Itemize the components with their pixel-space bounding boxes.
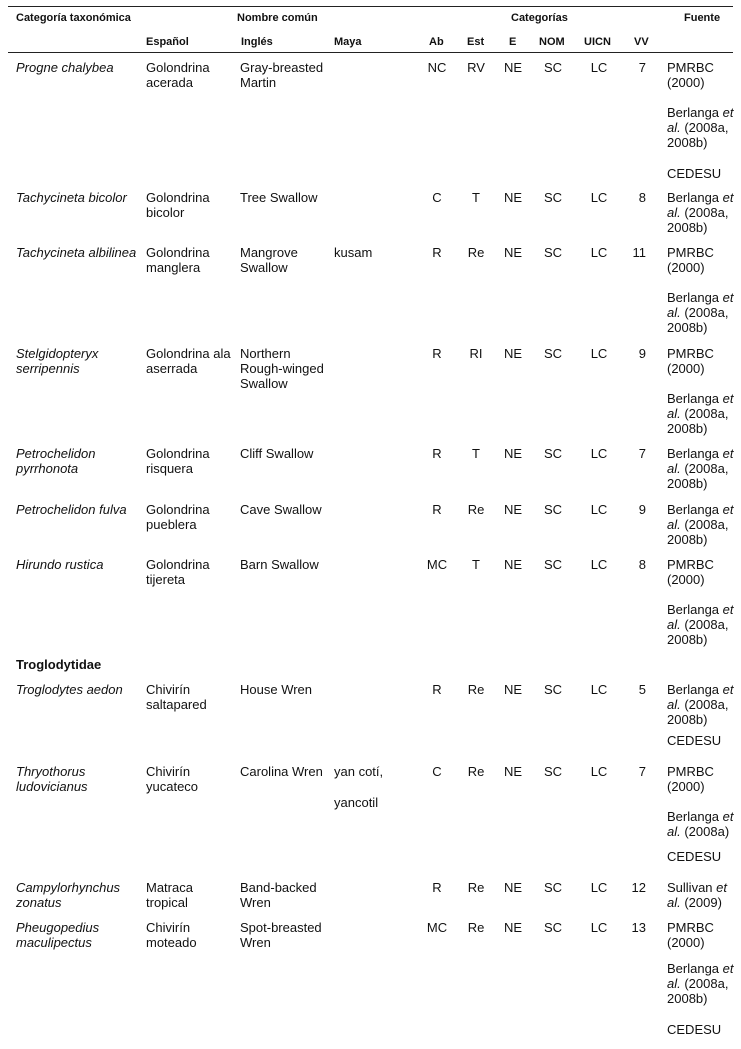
cell-vv: 7 xyxy=(638,764,646,779)
cell-nom: SC xyxy=(543,880,563,895)
header-categories: Categorías xyxy=(511,12,568,24)
cell-est: T xyxy=(472,446,480,461)
cell-es: Golondrina risquera xyxy=(146,446,210,476)
cell-maya: yan cotí, xyxy=(334,764,384,779)
header-espanol: Español xyxy=(146,36,189,48)
cell-source: Sullivan et al. (2009) xyxy=(667,880,727,910)
cell-es: Golondrina manglera xyxy=(146,245,210,275)
cell-source: Berlanga et al. (2008a, 2008b) xyxy=(667,682,734,727)
header-maya: Maya xyxy=(334,36,362,48)
cell-ab: R xyxy=(432,682,442,697)
cell-nom: SC xyxy=(543,60,563,75)
cell-source: PMRBC (2000) xyxy=(667,60,714,90)
cell-est: T xyxy=(472,190,480,205)
cell-e: NE xyxy=(503,245,523,260)
cell-en: Cave Swallow xyxy=(240,502,322,517)
cell-vv: 9 xyxy=(638,502,646,517)
cell-source: Berlanga et al. (2008a, 2008b) xyxy=(667,391,734,436)
cell-source: Berlanga et al. (2008a, 2008b) xyxy=(667,105,734,150)
cell-source: PMRBC (2000) xyxy=(667,346,714,376)
cell-vv: 11 xyxy=(632,245,646,260)
cell-vv: 9 xyxy=(638,346,646,361)
cell-source: Berlanga et al. (2008a, 2008b) xyxy=(667,190,734,235)
cell-nom: SC xyxy=(543,446,563,461)
cell-ab: MC xyxy=(426,557,448,572)
cell-taxon: Petrochelidon pyrrhonota xyxy=(16,446,96,476)
cell-source: Berlanga et al. (2008a, 2008b) xyxy=(667,502,734,547)
header-rule xyxy=(8,52,733,53)
cell-e: NE xyxy=(503,920,523,935)
cell-en: Cliff Swallow xyxy=(240,446,314,461)
cell-uicn: LC xyxy=(590,682,608,697)
cell-ab: R xyxy=(432,346,442,361)
cell-maya: kusam xyxy=(334,245,373,260)
header-source: Fuente xyxy=(684,12,721,24)
cell-source: CEDESU xyxy=(667,849,722,864)
cell-source: PMRBC (2000) xyxy=(667,245,714,275)
cell-est: Re xyxy=(467,764,485,779)
cell-es: Chivirín moteado xyxy=(146,920,197,950)
cell-est: RV xyxy=(467,60,485,75)
cell-es: Matraca tropical xyxy=(146,880,193,910)
cell-est: Re xyxy=(467,880,485,895)
cell-taxon: Tachycineta albilinea xyxy=(16,245,137,260)
cell-uicn: LC xyxy=(590,60,608,75)
cell-uicn: LC xyxy=(590,190,608,205)
cell-es: Chivirín saltapared xyxy=(146,682,207,712)
cell-es: Golondrina tijereta xyxy=(146,557,210,587)
cell-taxon: Tachycineta bicolor xyxy=(16,190,127,205)
header-uicn: UICN xyxy=(584,36,611,48)
cell-taxon: Campylorhynchus zonatus xyxy=(16,880,121,910)
cell-maya-alt: yancotil xyxy=(334,795,379,810)
cell-en: Northern Rough-winged Swallow xyxy=(240,346,324,391)
cell-nom: SC xyxy=(543,764,563,779)
cell-nom: SC xyxy=(543,190,563,205)
cell-source: CEDESU xyxy=(667,1022,722,1037)
cell-es: Golondrina pueblera xyxy=(146,502,210,532)
cell-ab: C xyxy=(432,764,442,779)
family-heading: Troglodytidae xyxy=(16,657,102,672)
cell-es: Golondrina acerada xyxy=(146,60,210,90)
cell-es: Chivirín yucateco xyxy=(146,764,199,794)
top-rule xyxy=(8,6,733,7)
cell-source: PMRBC (2000) xyxy=(667,920,714,950)
cell-nom: SC xyxy=(543,502,563,517)
cell-nom: SC xyxy=(543,245,563,260)
cell-uicn: LC xyxy=(590,920,608,935)
cell-uicn: LC xyxy=(590,557,608,572)
cell-en: Carolina Wren xyxy=(240,764,323,779)
cell-e: NE xyxy=(503,446,523,461)
cell-en: Barn Swallow xyxy=(240,557,319,572)
cell-en: Spot-breasted Wren xyxy=(240,920,322,950)
cell-source: Berlanga et al. (2008a) xyxy=(667,809,734,839)
cell-vv: 8 xyxy=(638,190,646,205)
cell-nom: SC xyxy=(543,920,563,935)
header-ab: Ab xyxy=(429,36,444,48)
cell-es: Golondrina bicolor xyxy=(146,190,210,220)
cell-source: CEDESU xyxy=(667,733,722,748)
cell-ab: R xyxy=(432,880,442,895)
cell-ab: C xyxy=(432,190,442,205)
cell-vv: 5 xyxy=(638,682,646,697)
cell-taxon: Petrochelidon fulva xyxy=(16,502,127,517)
header-taxon: Categoría taxonómica xyxy=(16,12,131,24)
cell-taxon: Pheugopedius maculipectus xyxy=(16,920,100,950)
header-ingles: Inglés xyxy=(241,36,273,48)
cell-ab: R xyxy=(432,245,442,260)
cell-vv: 7 xyxy=(638,60,646,75)
cell-est: Re xyxy=(467,682,485,697)
header-vv: VV xyxy=(634,36,649,48)
cell-e: NE xyxy=(503,502,523,517)
cell-est: Re xyxy=(467,502,485,517)
cell-source: Berlanga et al. (2008a, 2008b) xyxy=(667,602,734,647)
cell-en: Band-backed Wren xyxy=(240,880,317,910)
cell-taxon: Progne chalybea xyxy=(16,60,114,75)
cell-est: T xyxy=(472,557,480,572)
header-est: Est xyxy=(467,36,485,48)
cell-e: NE xyxy=(503,682,523,697)
cell-e: NE xyxy=(503,764,523,779)
cell-est: Re xyxy=(467,245,485,260)
cell-vv: 13 xyxy=(631,920,646,935)
cell-e: NE xyxy=(503,346,523,361)
cell-uicn: LC xyxy=(590,502,608,517)
cell-nom: SC xyxy=(543,682,563,697)
cell-en: Mangrove Swallow xyxy=(240,245,298,275)
cell-source: PMRBC (2000) xyxy=(667,557,714,587)
cell-taxon: Troglodytes aedon xyxy=(16,682,123,697)
cell-uicn: LC xyxy=(590,764,608,779)
cell-vv: 7 xyxy=(638,446,646,461)
cell-source: CEDESU xyxy=(667,166,722,181)
cell-nom: SC xyxy=(543,346,563,361)
cell-ab: R xyxy=(432,502,442,517)
header-common-name: Nombre común xyxy=(237,12,318,24)
cell-e: NE xyxy=(503,60,523,75)
cell-source: Berlanga et al. (2008a, 2008b) xyxy=(667,446,734,491)
cell-taxon: Hirundo rustica xyxy=(16,557,104,572)
header-e: E xyxy=(509,36,517,48)
cell-ab: NC xyxy=(427,60,447,75)
cell-nom: SC xyxy=(543,557,563,572)
cell-est: RI xyxy=(469,346,483,361)
cell-e: NE xyxy=(503,880,523,895)
cell-source: Berlanga et al. (2008a, 2008b) xyxy=(667,961,734,1006)
cell-uicn: LC xyxy=(590,245,608,260)
header-nom: NOM xyxy=(539,36,565,48)
cell-est: Re xyxy=(467,920,485,935)
cell-en: Gray-breasted Martin xyxy=(240,60,324,90)
cell-source: Berlanga et al. (2008a, 2008b) xyxy=(667,290,734,335)
cell-vv: 8 xyxy=(638,557,646,572)
cell-uicn: LC xyxy=(590,446,608,461)
cell-en: Tree Swallow xyxy=(240,190,318,205)
cell-uicn: LC xyxy=(590,346,608,361)
cell-ab: MC xyxy=(426,920,448,935)
cell-es: Golondrina ala aserrada xyxy=(146,346,231,376)
cell-taxon: Stelgidopteryx serripennis xyxy=(16,346,99,376)
cell-e: NE xyxy=(503,190,523,205)
cell-taxon: Thryothorus ludovicianus xyxy=(16,764,88,794)
cell-uicn: LC xyxy=(590,880,608,895)
cell-vv: 12 xyxy=(631,880,646,895)
cell-e: NE xyxy=(503,557,523,572)
cell-source: PMRBC (2000) xyxy=(667,764,714,794)
cell-ab: R xyxy=(432,446,442,461)
cell-en: House Wren xyxy=(240,682,313,697)
